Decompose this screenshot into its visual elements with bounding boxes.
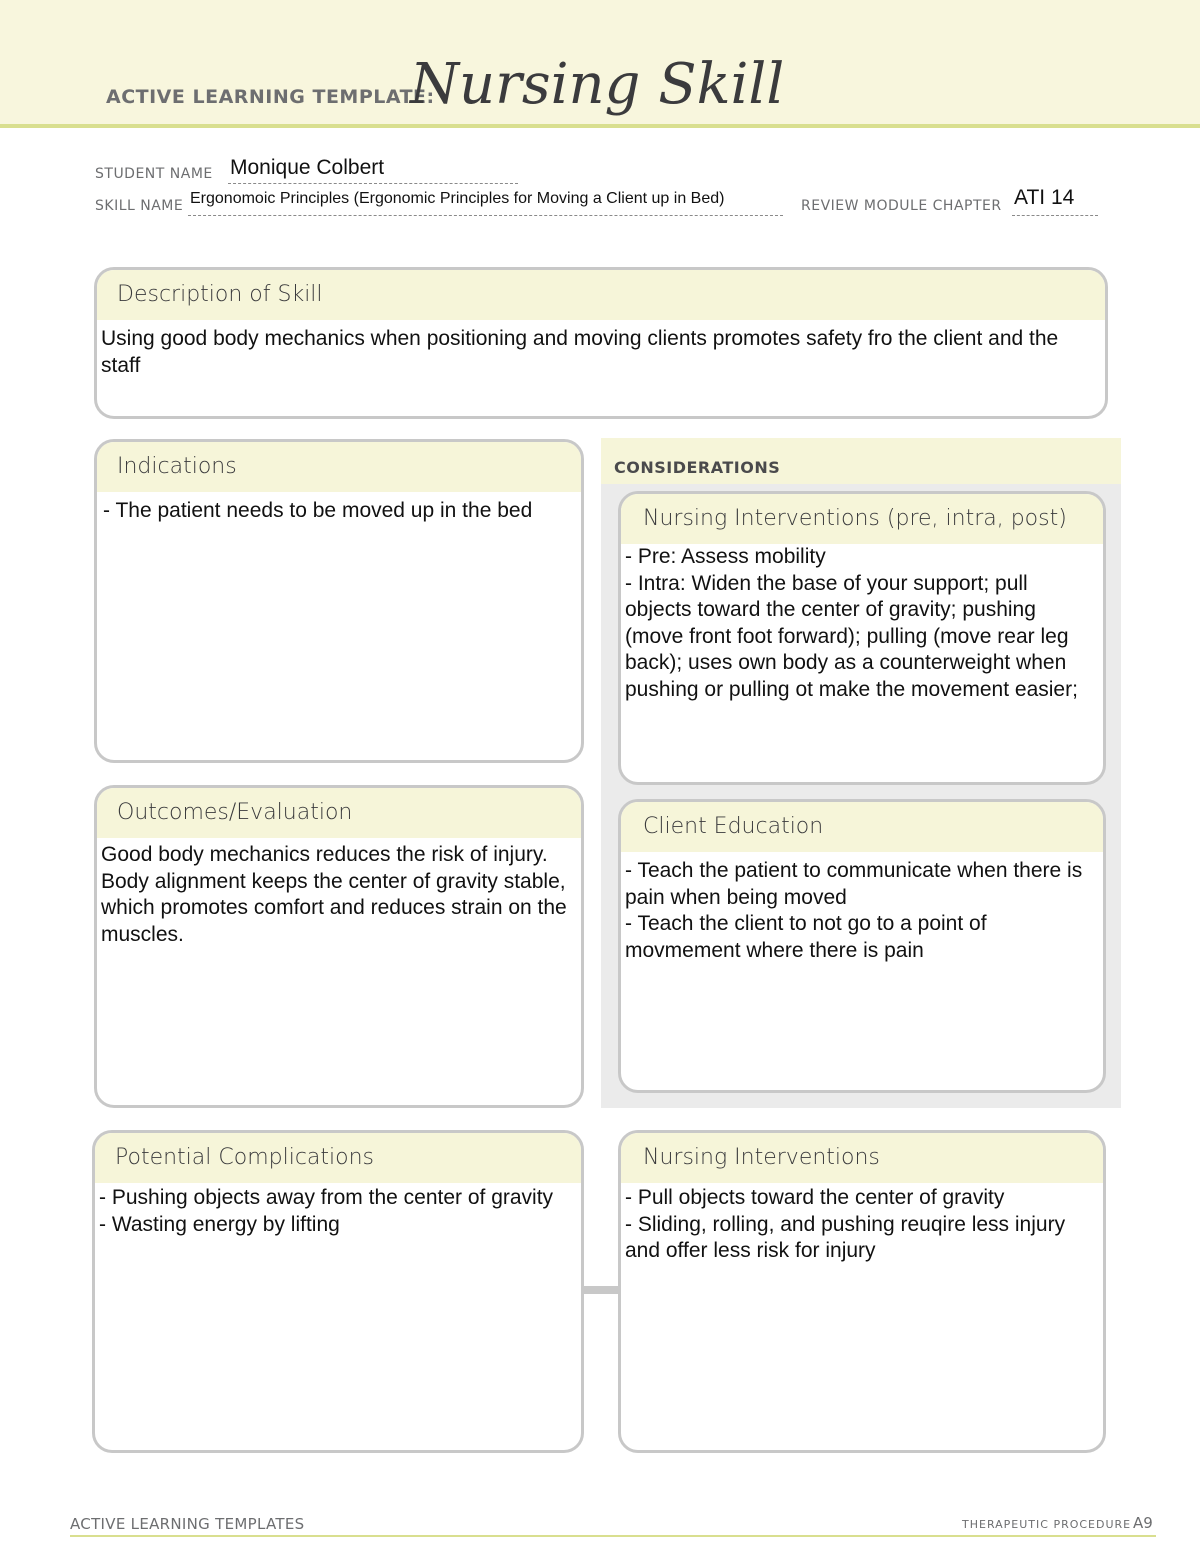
student-name-value[interactable]: Monique Colbert [230, 156, 385, 179]
template-title: Nursing Skill [410, 52, 785, 117]
footer-rule [70, 1535, 1156, 1537]
footer-page-number: A9 [1133, 1514, 1153, 1532]
chapter-line [1012, 215, 1098, 216]
client-education-box [618, 799, 1106, 1093]
outcomes-text[interactable]: Good body mechanics reduces the risk of injury. Body alignment keeps the center of gravity stable, which promotes comfort and reduces strain on the muscles. [101, 843, 567, 946]
outcomes-heading: Outcomes/Evaluation [97, 788, 581, 838]
description-heading: Description of Skill [97, 270, 1105, 320]
footer-right: THERAPEUTIC PROCEDURE [962, 1518, 1132, 1531]
outcomes-box [94, 785, 584, 1108]
skill-name-line [188, 215, 783, 216]
chapter-label: REVIEW MODULE CHAPTER [801, 198, 1002, 214]
nursing-interventions-heading: Nursing Interventions [621, 1133, 1103, 1183]
indications-text[interactable]: - The patient needs to be moved up in the bed [103, 499, 533, 522]
client-education-text[interactable]: - Teach the patient to communicate when there is pain when being moved - Teach the client to not go to a point of movmement where there is pain [625, 859, 1083, 962]
indications-box [94, 439, 584, 763]
interventions-pre-intra-post-box [618, 491, 1106, 785]
box-connector [583, 1286, 621, 1294]
nursing-interventions-box [618, 1130, 1106, 1453]
interventions-pre-intra-post-heading: Nursing Interventions (pre, intra, post) [621, 494, 1103, 544]
client-education-heading: Client Education [621, 802, 1103, 852]
interventions-pre-intra-post-text[interactable]: - Pre: Assess mobility - Intra: Widen the base of your support; pull objects toward the center of gravity; pushing (move front foot forward); pulling (move rear leg back); uses own body as a counterweight when pushing or pulling ot make the movement easier; [625, 545, 1078, 701]
nursing-interventions-text[interactable]: - Pull objects toward the center of gravity - Sliding, rolling, and pushing reuqire less injury and offer less risk for injury [625, 1186, 1066, 1262]
student-name-label: STUDENT NAME [95, 166, 213, 182]
description-text[interactable]: Using good body mechanics when positioning and moving clients promotes safety fro the client and the staff [101, 327, 1059, 377]
indications-heading: Indications [97, 442, 581, 492]
student-name-line [228, 183, 518, 184]
footer-left: ACTIVE LEARNING TEMPLATES [70, 1515, 305, 1533]
template-label: ACTIVE LEARNING TEMPLATE: [106, 86, 435, 108]
complications-text[interactable]: - Pushing objects away from the center of gravity - Wasting energy by lifting [99, 1186, 554, 1236]
considerations-label: CONSIDERATIONS [614, 458, 781, 477]
chapter-value[interactable]: ATI 14 [1014, 186, 1075, 209]
complications-box [92, 1130, 584, 1453]
skill-name-value[interactable]: Ergonomoic Principles (Ergonomic Principles for Moving a Client up in Bed) [190, 190, 725, 207]
skill-name-label: SKILL NAME [95, 198, 184, 214]
description-box [94, 267, 1108, 419]
complications-heading: Potential Complications [95, 1133, 581, 1183]
